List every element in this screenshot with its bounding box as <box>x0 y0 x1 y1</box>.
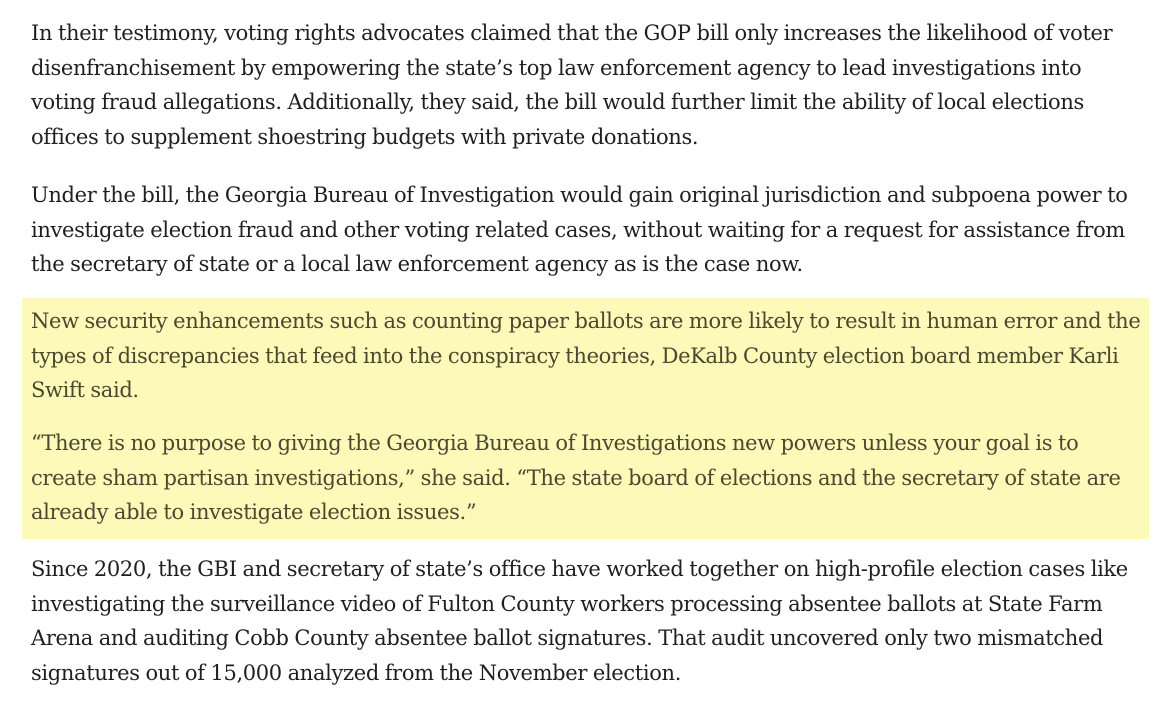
paragraph-since-2020: Since 2020, the GBI and secretary of state’s office have worked together on high-profile election cases like investigating the surveillance video of Fulton County workers processing absentee ballots at State Farm Arena and auditing Cobb County absentee ballot signatures. That audit uncovered only two mismatched signatures out of 15,000 analyzed from the November election. <box>31 557 1128 685</box>
paragraph-testimony: In their testimony, voting rights advocates claimed that the GOP bill only increases the likelihood of voter disenfranchisement by empowering the state’s top law enforcement agency to lead investigations into voting fraud allegations. Additionally, they said, the bill would further limit the ability of local elections offices to supplement shoestring budgets with private donations. <box>31 21 1113 149</box>
paragraph-gbi-jurisdiction: Under the bill, the Georgia Bureau of Investigation would gain original jurisdiction and subpoena power to investigate election fraud and other voting related cases, without waiting for a request for assistance from the secretary of state or a local law enforcement agency as is the case now. <box>31 183 1128 276</box>
highlighted-paragraph-security: New security enhancements such as counting paper ballots are more likely to result in human error and the types of discrepancies that feed into the conspiracy theories, DeKalb County election board member Karli Swift said. <box>31 309 1141 402</box>
highlighted-paragraph-quote: “There is no purpose to giving the Georgia Bureau of Investigations new powers unless your goal is to create sham partisan investigations,” she said. “The state board of elections and the secretary of state are already able to investigate election issues.” <box>31 431 1121 524</box>
highlighted-quote-block <box>22 298 1149 539</box>
